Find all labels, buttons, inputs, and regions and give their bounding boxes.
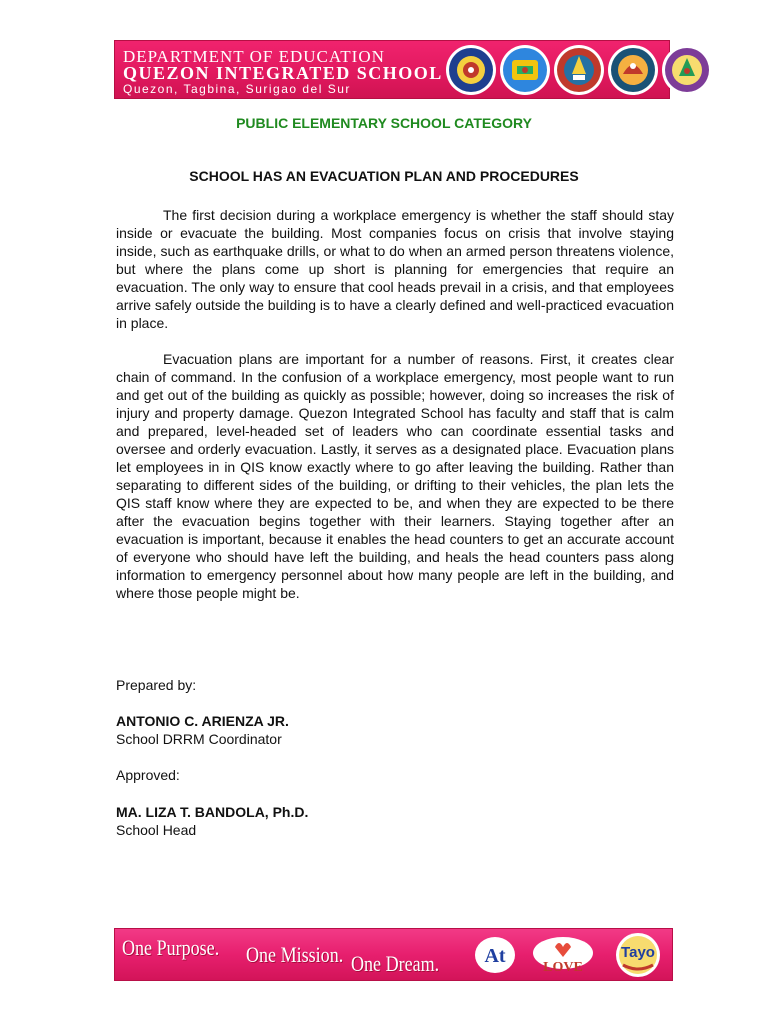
prepared-by-label: Prepared by:	[116, 677, 197, 693]
deped-seal-icon	[445, 44, 497, 96]
motto-purpose: One Purpose.	[122, 935, 220, 960]
tayo-logo-text: Tayo	[621, 944, 655, 961]
header-department: DEPARTMENT OF EDUCATION	[123, 47, 385, 66]
header-address: Quezon, Tagbina, Surigao del Sur	[123, 82, 351, 96]
header-school-name: QUEZON INTEGRATED SCHOOL	[123, 63, 443, 83]
preparer-name: ANTONIO C. ARIENZA JR.	[116, 713, 289, 729]
district-seal-icon	[607, 44, 659, 96]
preparer-position: School DRRM Coordinator	[116, 731, 282, 747]
motto-mission: One Mission.	[246, 942, 344, 967]
school-seal-icon	[499, 44, 551, 96]
division-seal-icon	[553, 44, 605, 96]
tayo-logo-icon	[611, 931, 665, 979]
love-logo-icon	[525, 933, 601, 977]
school-category: PUBLIC ELEMENTARY SCHOOL CATEGORY	[236, 115, 532, 131]
at-logo-text: At	[484, 945, 506, 967]
approver-position: School Head	[116, 822, 197, 838]
paragraph-1: The first decision during a workplace emergency is whether the staff should stay inside or evacuate the building. Most companies focus on crisis that involve staying inside, such as earthquake drills, or what to do when an armed person threatens violence, but where the plans come up short is planning for emergencies that require an evacuation. The only way to ensure that cool heads prevail in a crisis, and that employees arrive safely outside the building is to have a clearly defined and well-practiced evacuation in place.	[116, 207, 674, 331]
footer-banner	[114, 928, 673, 981]
paragraph-2: Evacuation plans are important for a number of reasons. First, it creates clear chain of command. In the confusion of a workplace emergency, most people want to run and get out of the building as quickly as possible; however, doing so increases the risk of injury and property damage. Quezon Integrated School has faculty and staff that is calm and prepared, level-headed set of leaders who can coordinate essential tasks and oversee and orderly evacuation. Lastly, it serves as a designated place. Evacuation plans let employees in in QIS know exactly where to go after leaving the building. Rather than separating to different sides of the building, or drifting to their vehicles, the plan lets the QIS staff know where they are expected to be, and when they are expected to be there after the evacuation begins together with their learners. Staying together after an evacuation is important, because it enables the head counters to get an accurate account of everyone who should have left the building, and heals the head counters pass along information to emergency personnel about how many people are left in the building, and where those people might be.	[116, 351, 674, 601]
approver-name: MA. LIZA T. BANDOLA, Ph.D.	[116, 804, 309, 820]
love-logo-text: LOVE	[543, 960, 583, 975]
motto-dream: One Dream.	[351, 951, 440, 976]
emblem-seal-icon	[661, 44, 713, 96]
at-logo-icon	[473, 935, 517, 975]
approved-label: Approved:	[116, 767, 180, 783]
header-banner	[114, 40, 670, 99]
document-title: SCHOOL HAS AN EVACUATION PLAN AND PROCEDURES	[189, 168, 579, 184]
